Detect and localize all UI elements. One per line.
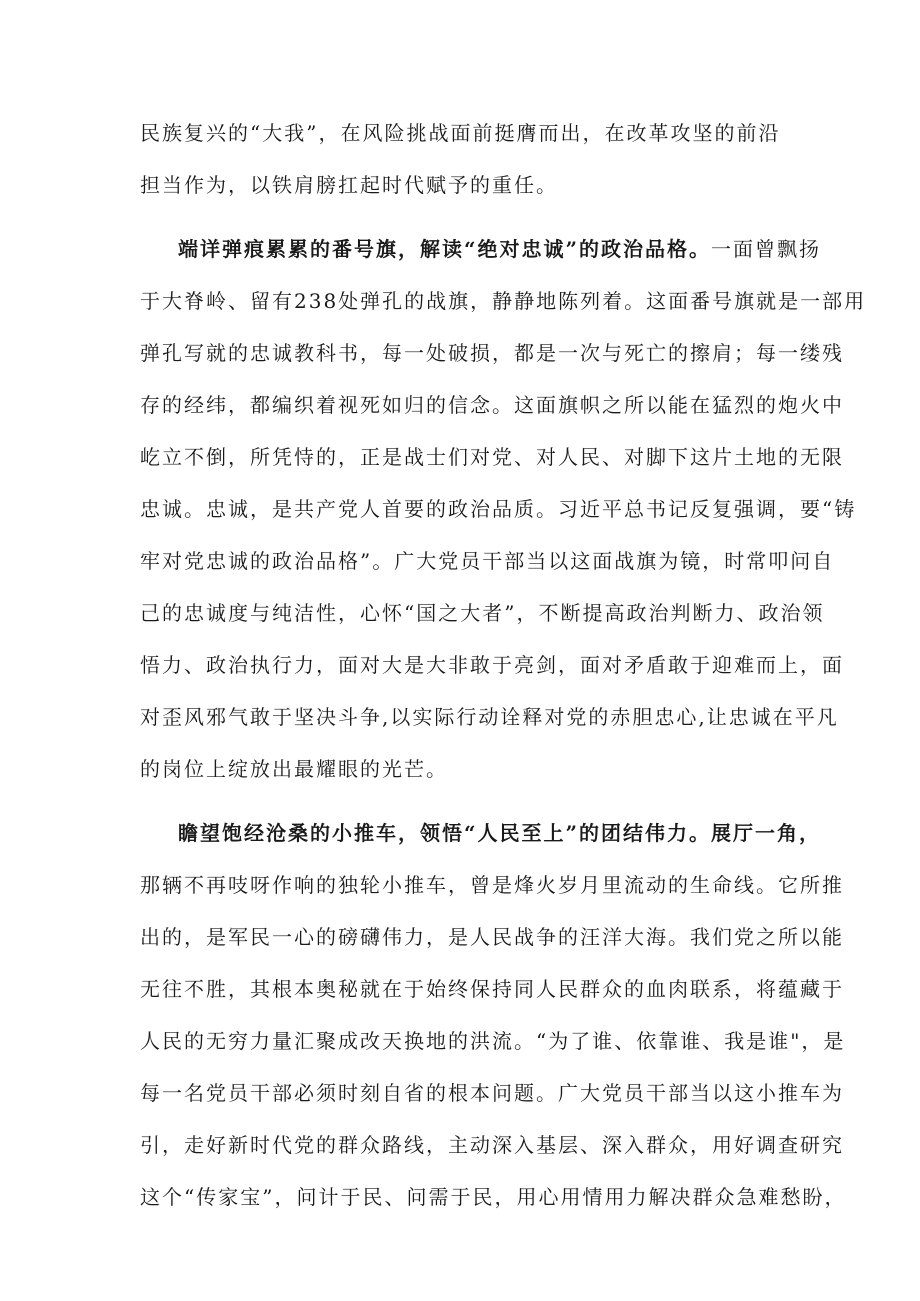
paragraph-2-line: 屹立不倒，所凭恃的，正是战士们对党、对人民、对脚下这片土地的无限: [140, 445, 844, 469]
paragraph-2-line: 忠诚。忠诚，是共产党人首要的政治品质。习近平总书记反复强调，要“铸: [140, 497, 857, 521]
paragraph-3-line: 每一名党员干部必须时刻自省的根本问题。广大党员干部当以这小推车为: [140, 1081, 844, 1105]
paragraph-3-line: 引，走好新时代党的群众路线，主动深入基层、深入群众，用好调查研究: [140, 1133, 844, 1157]
paragraph-2-line: 己的忠诚度与纯洁性，心怀“国之大者”，不断提高政治判断力、政治领: [140, 601, 825, 625]
paragraph-3-line: 出的，是军民一心的磅礴伟力，是人民战争的汪洋大海。我们党之所以能: [140, 925, 844, 949]
paragraph-2-heading: 端详弹痕累累的番号旗，解读“绝对忠诚”的政治品格。: [178, 237, 712, 261]
paragraph-2-line: 对歪风邪气敢于坚决斗争,以实际行动诠释对党的赤胆忠心,让忠诚在平凡: [140, 705, 839, 729]
paragraph-3-line: 人民的无穷力量汇聚成改天换地的洪流。“为了谁、依靠谁、我是谁"，是: [140, 1029, 846, 1053]
paragraph-2-line: 弹孔写就的忠诚教科书，每一处破损，都是一次与死亡的擦肩；每一缕残: [140, 341, 844, 365]
paragraph-3-line: 那辆不再吱呀作响的独轮小推车，曾是烽火岁月里流动的生命线。它所推: [140, 873, 844, 897]
paragraph-3-first-line: [178, 820, 821, 846]
paragraph-2-line: 存的经纬，都编织着视死如归的信念。这面旗帜之所以能在猛烈的炮火中: [140, 393, 844, 417]
paragraph-1-line-2: 担当作为，以铁肩膀扛起时代赋予的重任。: [140, 173, 558, 197]
paragraph-2-line: 的岗位上绽放出最耀眼的光芒。: [140, 757, 448, 781]
paragraph-2-line: 牢对党忠诚的政治品格”。广大党员干部当以这面战旗为镜，时常叩问自: [140, 549, 835, 573]
paragraph-3-line: 这个“传家宝”，问计于民、问需于民，用心用情用力解决群众急难愁盼，: [140, 1185, 847, 1209]
paragraph-3-heading: 瞻望饱经沧桑的小推车，领悟“人民至上”的团结伟力。展厅一角，: [178, 821, 822, 845]
paragraph-3-line: 无往不胜，其根本奥秘就在于始终保持同人民群众的血肉联系，将蕴藏于: [140, 977, 844, 1001]
paragraph-1-line-1: 民族复兴的“大我”，在风险挑战面前挺膺而出，在改革攻坚的前沿: [140, 121, 781, 145]
paragraph-2-line: 于大脊岭、留有238处弹孔的战旗，静静地陈列着。这面番号旗就是一部用: [140, 289, 867, 313]
paragraph-2-first-line-rest: 一面曾飘扬: [711, 237, 822, 261]
paragraph-2-line: 悟力、政治执行力，面对大是大非敢于亮剑，面对矛盾敢于迎难而上，面: [140, 653, 844, 677]
paragraph-2-first-line: [178, 236, 821, 262]
